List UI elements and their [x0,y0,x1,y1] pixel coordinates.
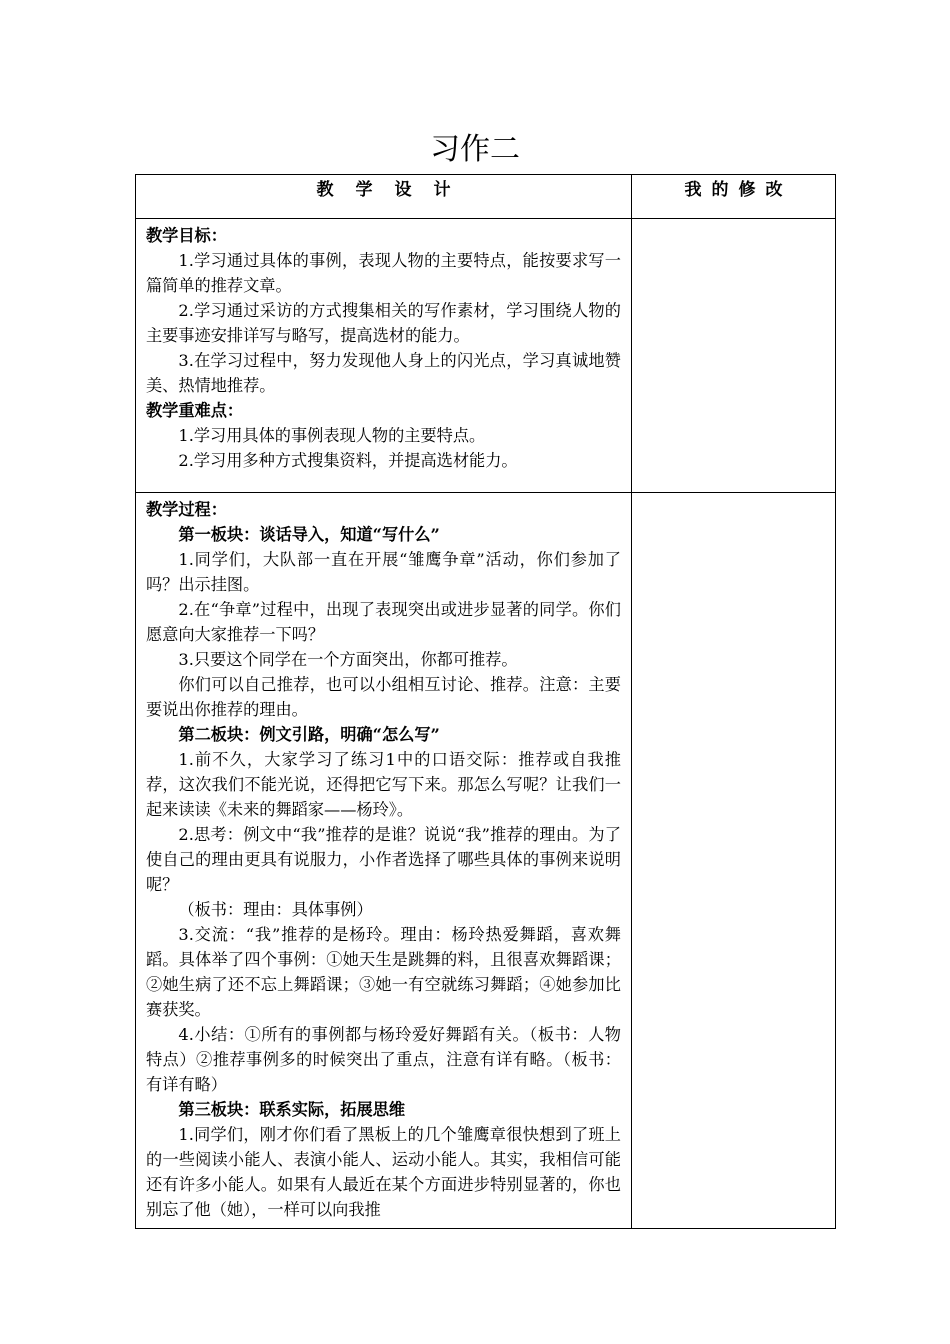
key-point-item: 1.学习用具体的事例表现人物的主要特点。 [178,426,486,445]
section-paragraph: 4.小结：①所有的事例都与杨玲爱好舞蹈有关。（板书：人物特点）②推荐事例多的时候突出了重点，注意有详有略。（板书：有详有略） [146,1025,621,1094]
key-points-heading: 教学重难点： [146,401,244,420]
table-header-row [136,175,836,219]
header-my-revision: 我的修改 [632,175,836,219]
revision-cell [632,493,836,1229]
section-paragraph: 1.前不久，大家学习了练习1中的口语交际：推荐或自我推荐，这次我们不能光说，还得把它写下来。那怎么写呢？让我们一起来读读《未来的舞蹈家——杨玲》。 [146,750,621,819]
process-cell [136,493,632,1229]
process-row [136,493,836,1229]
section-title: 第一板块：谈话导入，知道“写什么” [178,525,440,544]
goal-item: 1.学习通过具体的事例，表现人物的主要特点，能按要求写一篇简单的推荐文章。 [146,251,621,295]
header-teaching-design: 教学设计 [136,175,632,219]
section-title: 第二板块：例文引路，明确“怎么写” [178,725,440,744]
section-paragraph: 3.只要这个同学在一个方面突出，你都可推荐。 [178,650,518,669]
lesson-plan-table [135,174,836,1229]
goals-heading: 教学目标： [146,226,227,245]
section-title: 第三板块：联系实际，拓展思维 [178,1100,406,1119]
section-paragraph: （板书：理由：具体事例） [178,900,373,919]
key-point-item: 2.学习用多种方式搜集资料，并提高选材能力。 [178,451,518,470]
goals-row [136,219,836,493]
goal-item: 3.在学习过程中，努力发现他人身上的闪光点，学习真诚地赞美、热情地推荐。 [146,351,621,395]
section-paragraph: 你们可以自己推荐，也可以小组相互讨论、推荐。注意：主要要说出你推荐的理由。 [146,675,621,719]
section-paragraph: 2.在“争章”过程中，出现了表现突出或进步显著的同学。你们愿意向大家推荐一下吗？ [146,600,621,644]
process-heading: 教学过程： [146,500,227,519]
goal-item: 2.学习通过采访的方式搜集相关的写作素材，学习围绕人物的主要事迹安排详写与略写，提高选材的能力。 [146,301,621,345]
section-paragraph: 1.同学们，刚才你们看了黑板上的几个雏鹰章很快想到了班上的一些阅读小能人、表演小能人、运动小能人。其实，我相信可能还有许多小能人。如果有人最近在某个方面进步特别显著的，你也别忘了他（她），一样可以向我推 [146,1125,621,1219]
goals-cell [136,219,632,493]
revision-cell [632,219,836,493]
section-paragraph: 1.同学们，大队部一直在开展“雏鹰争章”活动，你们参加了吗？出示挂图。 [146,550,621,594]
document-title: 习作二 [430,132,520,167]
section-paragraph: 3.交流：“我”推荐的是杨玲。理由：杨玲热爱舞蹈，喜欢舞蹈。具体举了四个事例：①她天生是跳舞的料，且很喜欢舞蹈课；②她生病了还不忘上舞蹈课；③她一有空就练习舞蹈；④她参加比赛获奖。 [146,925,621,1019]
section-paragraph: 2.思考：例文中“我”推荐的是谁？说说“我”推荐的理由。为了使自己的理由更具有说服力，小作者选择了哪些具体的事例来说明呢？ [146,825,621,894]
